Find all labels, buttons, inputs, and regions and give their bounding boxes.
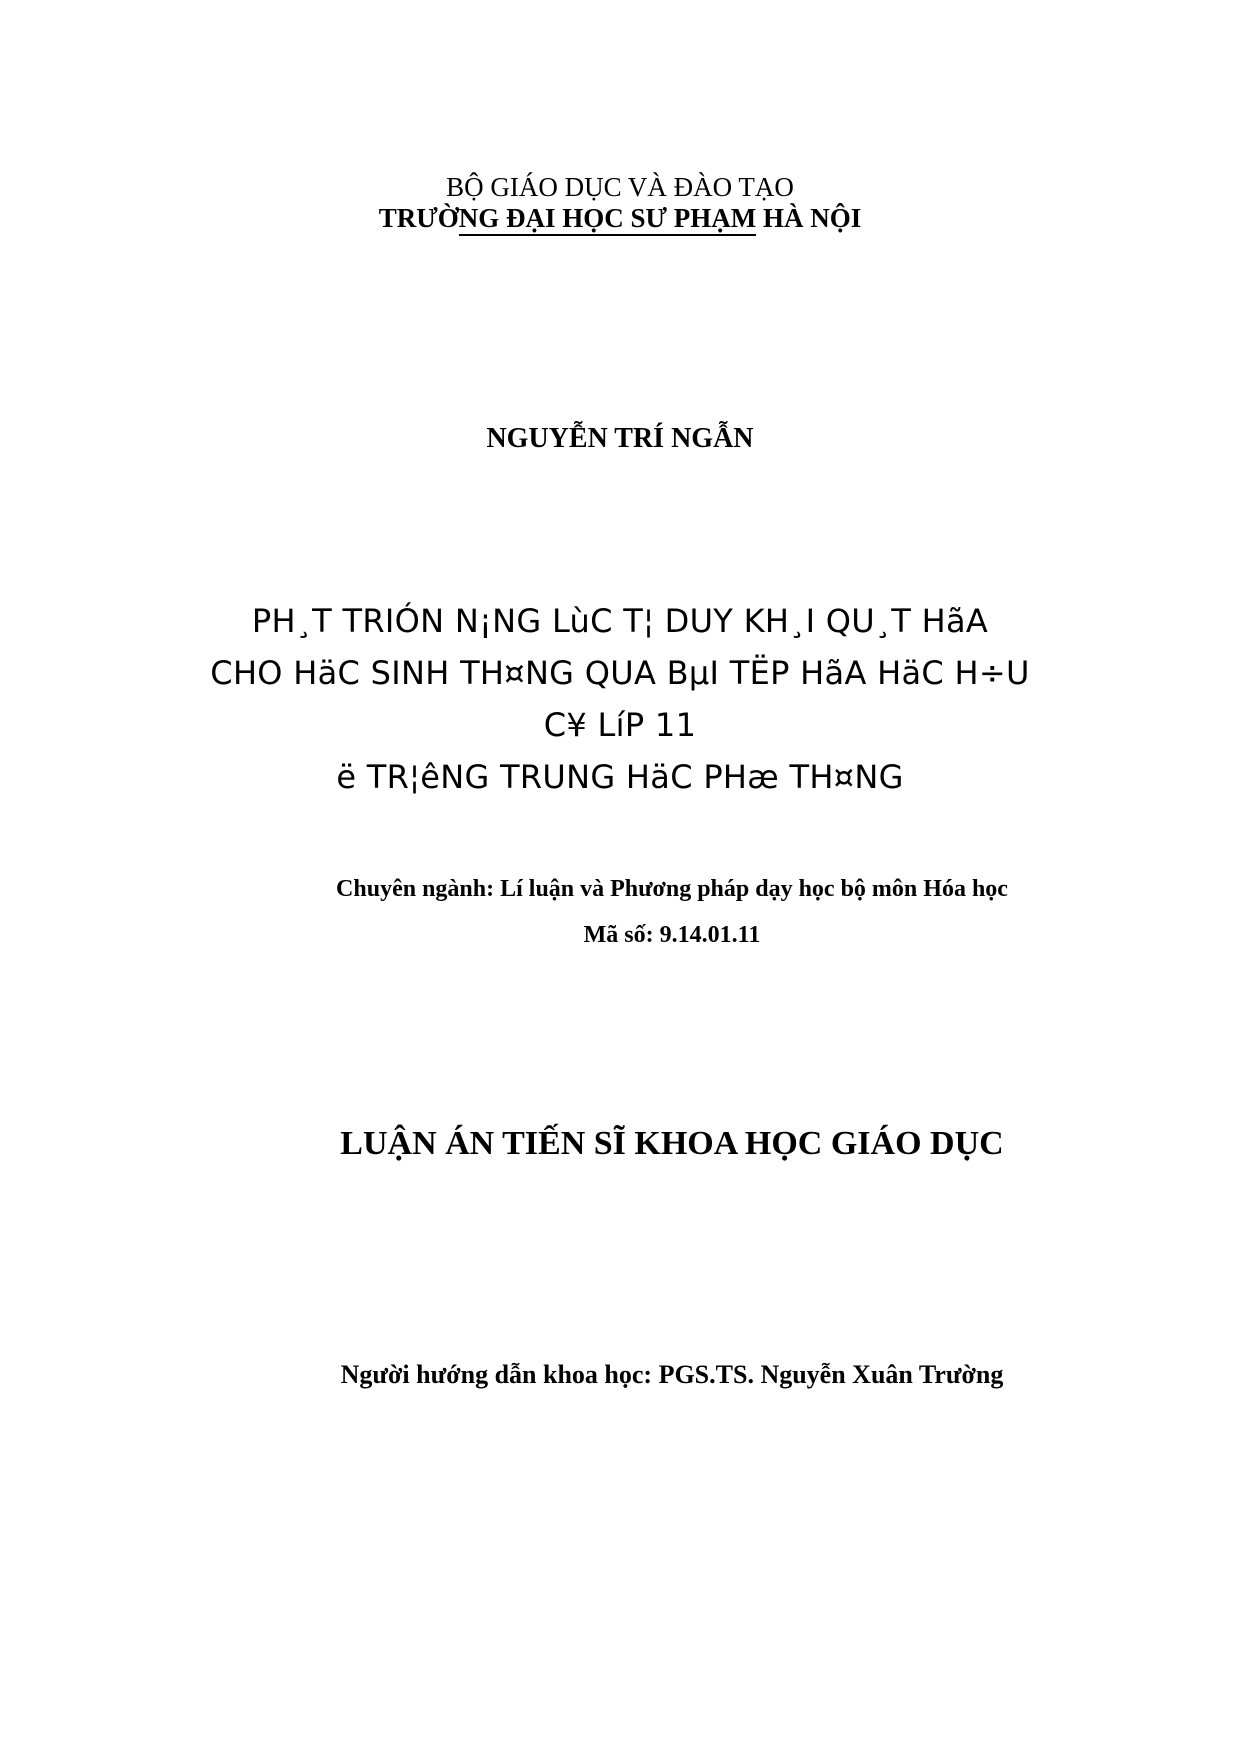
supervisor-line: Người hướng dẫn khoa học: PGS.TS. Nguyễn Xuân Trường: [340, 1360, 1004, 1389]
thesis-title-line-2: CHO HäC SINH TH¤NG QUA BµI TËP HãA HäC H÷U: [210, 654, 1030, 692]
university-name: [0, 203, 1240, 234]
author-name: NGUYỄN TRÍ NGẪN: [486, 423, 754, 454]
thesis-title-line-4: ë TR¦êNG TRUNG HäC PHæ TH¤NG: [336, 758, 904, 796]
university-name-underlined-part: NG ĐẠI HỌC SƯ PHẠM: [459, 203, 757, 236]
ministry-name: BỘ GIÁO DỤC VÀ ĐÀO TẠO: [446, 172, 794, 202]
major-line: Chuyên ngành: Lí luận và Phương pháp dạy học bộ môn Hóa học: [336, 876, 1008, 902]
thesis-title-line-1: PH¸T TRIÓN N¡NG LùC T¦ DUY KH¸I QU¸T HãA: [251, 602, 989, 640]
university-name-part-1: TRƯỜ: [378, 203, 459, 233]
thesis-title-line-3: C¥ LíP 11: [543, 706, 697, 744]
degree-title: LUẬN ÁN TIẾN SĨ KHOA HỌC GIÁO DỤC: [340, 1125, 1004, 1162]
major-code: Mã số: 9.14.01.11: [583, 922, 761, 948]
university-name-part-3: HÀ NỘI: [756, 203, 862, 233]
